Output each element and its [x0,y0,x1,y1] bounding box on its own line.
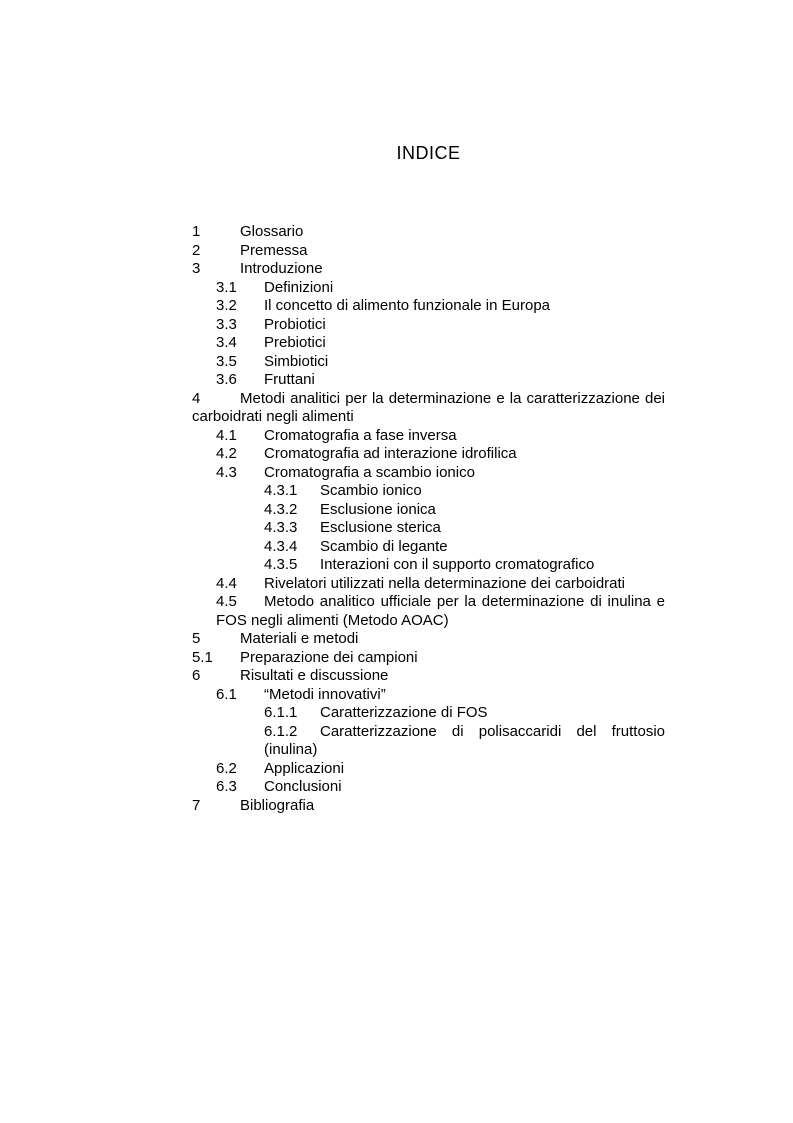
toc-title: Simbiotici [264,352,329,370]
toc-number: 3.6 [216,371,237,388]
toc-number: 6 [192,667,201,684]
toc-entry [192,575,665,594]
toc-entry [192,371,665,390]
toc-entry [192,297,665,316]
toc-title: Definizioni [264,278,334,296]
toc-entry [192,482,665,501]
toc-number: 4.3 [216,463,237,481]
toc-title: Scambio di legante [320,537,448,555]
toc-title: Esclusione sterica [320,519,441,536]
toc-title: Scambio ionico [320,482,422,499]
toc-entry [192,593,665,630]
toc-title: Risultati e discussione [240,667,389,684]
toc-number: 7 [192,796,201,814]
toc-title: Materiali e metodi [240,630,359,647]
toc-title: Applicazioni [264,759,345,777]
toc-entry [192,704,665,723]
toc-title: Introduzione [240,260,323,277]
toc-title: Probiotici [264,315,326,333]
toc-number: 3.4 [216,334,237,351]
toc-title: Glossario [240,223,304,240]
toc-title: Cromatografia ad interazione idrofilica [264,445,517,462]
toc-number: 6.1.2 [264,722,298,740]
toc-entry [192,519,665,538]
toc-number: 6.2 [216,759,237,777]
toc-title: Prebiotici [264,334,326,351]
toc-number: 5 [192,630,201,647]
toc-entry [192,630,665,649]
toc-title: Premessa [240,241,308,259]
toc-number: 3.5 [216,352,237,370]
page-title: INDICE [396,143,461,163]
toc-title: Cromatografia a scambio ionico [264,463,475,481]
toc-entry [192,501,665,520]
toc-entry [192,464,665,483]
toc-entry [192,778,665,797]
toc-number: 3.1 [216,278,237,296]
toc-entry [192,445,665,464]
toc-entry [192,538,665,557]
toc-entry [192,760,665,779]
toc-entry [192,334,665,353]
toc-number: 4.4 [216,574,237,592]
toc-title: Caratterizzazione di FOS [320,704,488,721]
toc-title: “Metodi innovativi” [264,685,386,703]
toc-title: Metodi analitici per la determinazione e la caratterizzazione dei carboidrati negli alimenti [192,389,665,425]
toc-title: Cromatografia a fase inversa [264,426,457,444]
toc-title: Bibliografia [240,796,315,814]
toc-number: 3.2 [216,297,237,314]
toc-number: 4.5 [216,593,237,610]
toc-title: Metodo analitico ufficiale per la determinazione di inulina e FOS negli alimenti (Metodo AOAC) [216,593,665,629]
toc-entry [192,279,665,298]
toc-entry [192,242,665,261]
toc-title: Caratterizzazione di polisaccaridi del fruttosio (inulina) [264,722,665,758]
toc-number: 6.1 [216,685,237,703]
toc-number: 6.3 [216,778,237,795]
toc-title: Preparazione dei campioni [240,648,418,666]
toc-number: 4.3.4 [264,537,298,555]
toc-number: 3.3 [216,315,237,333]
toc-number: 4.3.5 [264,556,298,573]
toc-entry [192,223,665,242]
toc-title: Esclusione ionica [320,500,436,518]
toc-number: 4.3.2 [264,500,298,518]
toc-entry [192,556,665,575]
toc-number: 4 [192,389,201,407]
toc-entry [192,353,665,372]
toc-number: 3 [192,260,201,277]
toc-number: 4.3.1 [264,482,298,499]
toc-number: 4.2 [216,445,237,462]
toc-number: 4.3.3 [264,519,298,536]
toc-title: Interazioni con il supporto cromatografico [320,556,595,573]
toc-entry [192,686,665,705]
table-of-contents [192,223,665,815]
toc-entry [192,667,665,686]
toc-entry [192,390,665,427]
toc-number: 6.1.1 [264,704,298,721]
toc-number: 4.1 [216,426,237,444]
toc-entry [192,723,665,760]
toc-number: 5.1 [192,648,213,666]
toc-title: Il concetto di alimento funzionale in Europa [264,297,551,314]
toc-entry [192,649,665,668]
toc-title: Fruttani [264,371,315,388]
toc-title: Conclusioni [264,778,342,795]
toc-number: 2 [192,241,201,259]
toc-entry [192,260,665,279]
toc-entry [192,427,665,446]
toc-number: 1 [192,223,201,240]
toc-entry [192,797,665,816]
toc-title: Rivelatori utilizzati nella determinazione dei carboidrati [264,574,626,592]
toc-entry [192,316,665,335]
